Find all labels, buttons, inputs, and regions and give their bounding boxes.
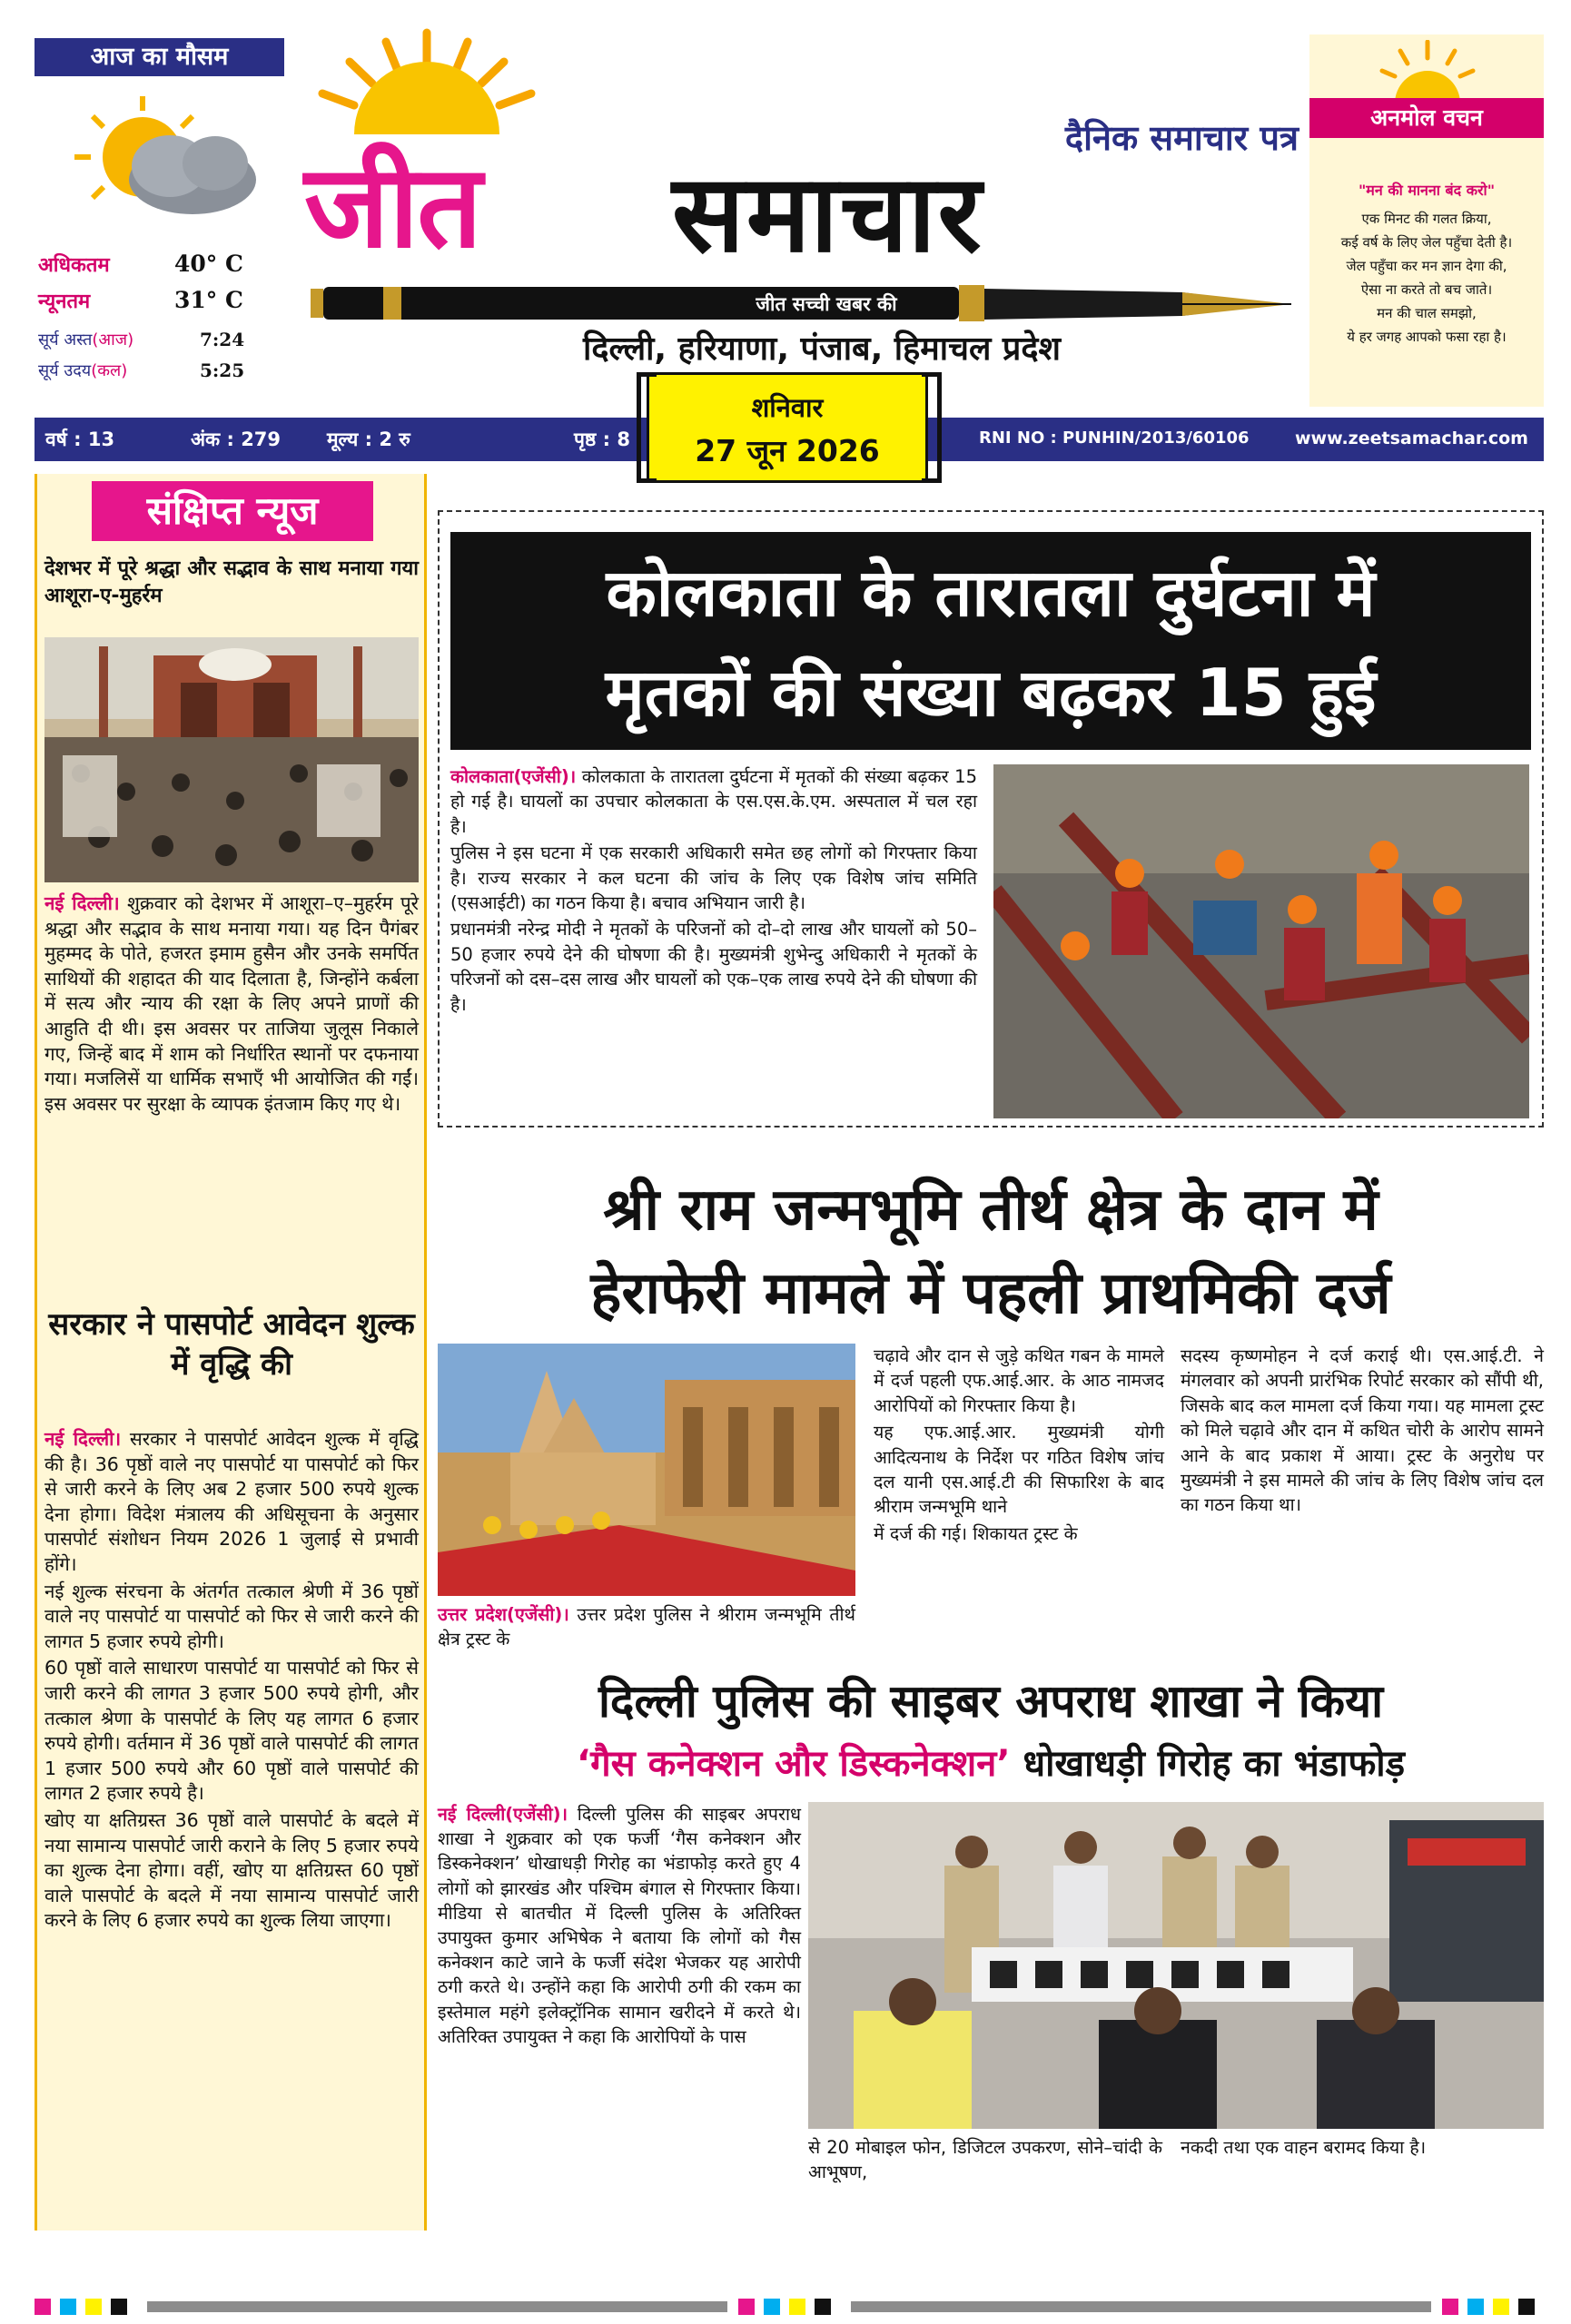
cyber-under-photo-col1: से 20 मोबाइल फोन, डिजिटल उपकरण, सोने–चांदी के आभूषण, [808,2137,1162,2183]
lead-headline-box [450,532,1531,750]
sidebar-title: संक्षिप्त न्यूज [92,481,373,541]
max-temp: अधिकतम 40° C [38,251,243,277]
quote-line: कई वर्ष के लिए जेल पहुँचा देती है। [1340,234,1513,251]
issue-number: अंक : 279 [191,428,282,450]
regions: दिल्ली, हरियाणा, पंजाब, हिमाचल प्रदेश [583,330,1061,368]
story-body: नई दिल्ली। शुक्रवार को देशभर में आशूरा–ए–मुहर्रम पूरे श्रद्धा और सद्भाव के साथ मनाया गया। यह दिन पैगंबर मुहम्मद के पोते, हजरत इमाम हुसैन और उनके समर्पित साथियों की शहादत की याद दिलाता है, जिन्होंने कर्बला में सत्य और न्याय की रक्षा के लिए अपने प्राणों की आहुति दी थी। इस अवसर पर ताजिया जुलूस निकाले गए, जिन्हें बाद में शाम को निर्धारित स्थानों पर दफनाया गया। मजलिसें या धार्मिक सभाएँ भी आयोजित की गईं। इस अवसर पर सुरक्षा के व्यापक इंतजाम किए गए थे। [44,892,420,1115]
quote-line: एक मिनट की गलत क्रिया, [1361,211,1492,227]
sidebar [35,474,427,2230]
date-box [647,372,928,483]
quote-line: जेल पहुँचा कर मन ज्ञान देगा की, [1346,258,1507,274]
quote-line: मन की चाल समझो, [1377,305,1477,321]
cyber-headline-line1: दिल्ली पुलिस की साइबर अपराध शाखा ने किया [598,1675,1384,1728]
weather-icon [56,89,265,225]
rni-number: RNI NO : PUNHIN/2013/60106 [979,428,1250,448]
lead-body: कोलकाता(एजेंसी)। कोलकाता के तारातला दुर्घटना में मृतकों की संख्या बढ़कर 15 हो गई है। घायलों का उपचार कोलकाता के एस.एस.के.एम. अस्पताल में चल रहा है। पुलिस ने इस घटना में एक सरकारी अधिकारी समेत छह लोगों को गिरफ्तार किया है। राज्य सरकार ने कल घटना की जांच के लिए एक विशेष जांच समिति (एसआईटी) का गठन किया है। बचाव अभियान जारी है। प्रधानमंत्री नरेन्द्र मोदी ने मृतकों के परिजनों को दो–दो लाख और घायलों को 50–50 हजार रुपये देने की घोषणा की है। मुख्यमंत्री शुभेन्दु अधिकारी ने मृतकों के परिजनों को दस–दस लाख और घायलों को एक–एक लाख रुपये देने की घोषणा की है। [450,766,977,1015]
cyber-headline-line2: ‘गैस कनेक्शन और डिस्कनेक्शन’ धोखाधड़ी गिरोह का भंडाफोड़ [576,1743,1406,1785]
muharram-photo [44,637,419,882]
cyber-body: नई दिल्ली(एजेंसी)। दिल्ली पुलिस की साइबर अपराध शाखा ने शुक्रवार को एक फर्जी ‘गैस कनेक्शन और डिस्कनेक्शन’ धोखाधड़ी गिरोह का भंडाफोड़ करते हुए 4 लोगों को झारखंड और पश्चिम बंगाल से गिरफ्तार किया। मीडिया से बातचीत में दिल्ली पुलिस के अतिरिक्त उपायुक्त कुमार अभिषेक ने बताया कि लोगों को गैस कनेक्शन काटे जाने के फर्जी संदेश भेजकर यह आरोपी ठगी करते थे। उन्होंने कहा कि आरोपी ठगी की रकम का इस्तेमाल महंगे इलेक्ट्रॉनिक सामान खरीदने में करते थे। अतिरिक्त उपायुक्त ने कहा कि आरोपियों के पास [438,1804,801,2047]
quote-lines [1313,207,1540,349]
lead-story [438,510,1544,1128]
cyber-arrest-photo [808,1802,1544,2129]
volume-year: वर्ष : 13 [45,428,115,450]
lead-headline-line1: कोलकाता के तारातला दुर्घटना में [606,555,1376,631]
tagline-top: दैनिक समाचार पत्र [1064,118,1299,158]
story-body: नई दिल्ली। सरकार ने पासपोर्ट आवेदन शुल्क में वृद्धि की है। 36 पृष्ठों वाले नए पासपोर्ट या पासपोर्ट को फिर से जारी करने के लिए अब 2 हजार 500 रुपये शुल्क देना होगा। विदेश मंत्रालय की अधिसूचना के अनुसार पासपोर्ट संशोधन नियम 2026 1 जुलाई से प्रभावी होंगे। नई शुल्क संरचना के अंतर्गत तत्काल श्रेणी में 36 पृष्ठों वाले नए पासपोर्ट या पासपोर्ट को फिर से जारी करने की लागत 5 हजार रुपये होगी। 60 पृष्ठों वाले साधारण पासपोर्ट या पासपोर्ट को फिर से जारी करने की लागत 3 हजार 500 रुपये होगी, और तत्काल श्रेणा के पासपोर्ट के लिए यह लागत 6 हजार रुपये होगी। वर्तमान में 36 पृष्ठों वाले पासपोर्ट की लागत 1 हजार 500 रुपये और 60 पृष्ठों वाले पासपोर्ट की लागत 2 हजार रुपये है। खोए या क्षतिग्रस्त 36 पृष्ठों वाले पासपोर्ट के बदले में नया सामान्य पासपोर्ट जारी कराने के लिए 5 हजार रुपये का शुल्क देना होगा। वहीं, खोए या क्षतिग्रस्त 60 पृष्ठों वाले पासपोर्ट के बदले में नया सामान्य पासपोर्ट जारी करने के लिए 6 हजार रुपये का शुल्क लिया जाएगा। [44,1428,420,1932]
ram-column-3: सदस्य कृष्णमोहन ने दर्ज कराई थी। एस.आई.टी. ने मंगलवार को अपनी प्रारंभिक रिपोर्ट सरकार को सौंपी थी, जिसके बाद कल मामला दर्ज किया गया। यह मामला ट्रस्ट को मिले चढ़ावे और दान में कथित चोरी के आरोप सामने आने के बाद प्रकाश में आया। ट्रस्ट के अनुरोध पर मुख्यमंत्री ने इस मामले की जांच के लिए विशेष जांच दल का गठन किया था। [1181,1345,1544,1516]
quote-sun-icon [1373,40,1482,103]
quote-head: "मन की मानना बंद करो" [1358,182,1496,199]
quote-line: ये हर जगह आपको फसा रहा है। [1347,329,1507,345]
page-count: पृष्ठ : 8 [574,428,630,450]
dateline: नई दिल्ली। [44,1428,122,1450]
kolkata-rescue-photo [993,764,1529,1118]
ram-caption: उत्तर प्रदेश(एजेंसी)। उत्तर प्रदेश पुलिस ने श्रीराम जन्मभूमि तीर्थ क्षेत्र ट्रस्ट के [438,1604,855,1650]
weather-title: आज का मौसम [35,38,284,76]
dateline: उत्तर प्रदेश(एजेंसी)। [438,1604,569,1625]
story-headline: सरकार ने पासपोर्ट आवेदन शुल्क में वृद्धि की [48,1306,415,1383]
story-headline: देशभर में पूरे श्रद्धा और सद्भाव के साथ मनाया गया आशूरा-ए-मुहर्रम [44,557,419,607]
logo-sun [300,25,554,134]
quote-line: ऐसा ना करते तो बच जाते। [1360,281,1493,298]
quote-title: अनमोल वचन [1309,98,1544,138]
dateline: कोलकाता(एजेंसी)। [450,766,577,787]
ram-column-2: चढ़ावे और दान से जुड़े कथित गबन के मामले में दर्ज पहली एफ.आई.आर. के आठ नामजद आरोपियों को गिरफ्तार किया है। यह एफ.आई.आर. मुख्यमंत्री योगी आदित्यनाथ के निर्देश पर गठित विशेष जांच दल यानी एस.आई.टी की सिफारिश के बाद श्रीराम जन्मभूमि थाने में दर्ज की गई। शिकायत ट्रस्ट के [874,1345,1164,1544]
dateline: नई दिल्ली। [44,892,120,914]
pen-text: जीत सच्ची खबर की [756,293,897,315]
sunrise: सूर्य उदय(कल) 5:25 [38,359,245,381]
logo-word-samachar: समाचार [672,151,983,276]
quote-box [1309,34,1544,407]
ram-headline-line2: हेराफेरी मामले में पहली प्राथमिकी दर्ज [590,1260,1391,1327]
date-day: शनिवार [751,392,824,423]
price: मूल्य : 2 रु [327,428,410,450]
registration-marks [35,2297,1544,2317]
logo-word-jeet: जीत [304,140,480,273]
sunset: सूर्य अस्त(आज) 7:24 [38,329,245,350]
ram-temple-photo [438,1344,855,1596]
lead-headline-line2: मृतकों की संख्या बढ़कर 15 हुई [605,655,1377,731]
cyber-under-photo-col2: नकदी तथा एक वाहन बरामद किया है। [1181,2137,1427,2158]
ram-headline-line1: श्री राम जन्मभूमि तीर्थ क्षेत्र के दान में [603,1177,1378,1244]
website: www.zeetsamachar.com [1295,428,1528,448]
date-full: 27 जून 2026 [695,433,880,468]
min-temp: न्यूनतम 31° C [38,287,243,313]
masthead [0,0,1571,413]
dateline: नई दिल्ली(एजेंसी)। [438,1804,568,1825]
